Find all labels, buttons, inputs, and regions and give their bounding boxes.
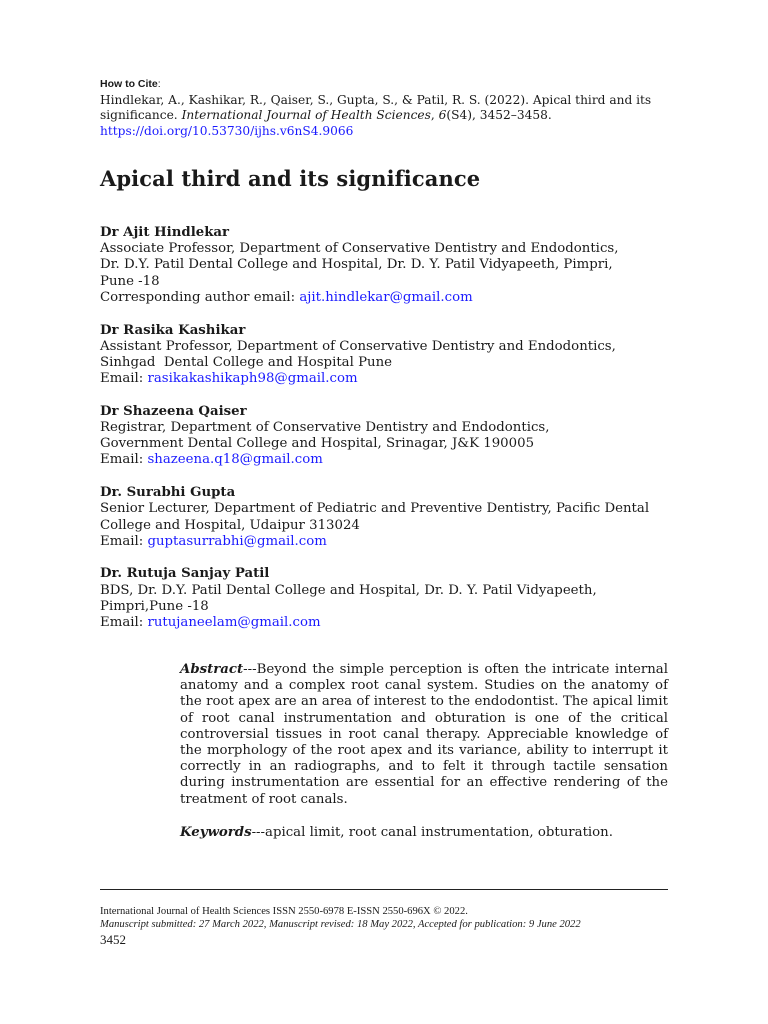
citation-pages: (S4), 3452–3458.	[446, 108, 552, 122]
citation-label-colon: :	[157, 78, 161, 90]
keywords-text: ---apical limit, root canal instrumentation, obturation.	[251, 825, 613, 840]
citation-label	[100, 77, 680, 93]
author-email-link[interactable]: rasikakashikaph98@gmail.com	[147, 371, 358, 387]
author-email-link[interactable]: guptasurrabhi@gmail.com	[147, 533, 327, 549]
email-label: Email:	[100, 371, 148, 387]
author-affiliation-line: College and Hospital, Udaipur 313024	[100, 517, 360, 533]
author-affiliation-line: Government Dental College and Hospital, Srinagar, J&K 190005	[100, 436, 535, 452]
author-name: Dr Ajit Hindlekar	[100, 225, 230, 240]
paper-title: Apical third and its significance	[100, 166, 481, 191]
author-affiliation-line: Associate Professor, Department of Conservative Dentistry and Endodontics,	[100, 241, 619, 257]
author-entry	[100, 485, 700, 550]
author-name: Dr. Surabhi Gupta	[100, 485, 236, 501]
abstract-paragraph	[180, 662, 668, 808]
author-affiliation-line: BDS, Dr. D.Y. Patil Dental College and Hospital, Dr. D. Y. Patil Vidyapeeth,	[100, 582, 597, 598]
author-entry	[100, 566, 700, 631]
author-affiliation-line: Senior Lecturer, Department of Pediatric and Preventive Dentistry, Pacific Dental	[100, 501, 650, 517]
author-email-link[interactable]: rutujaneelam@gmail.com	[147, 615, 321, 631]
author-affiliation-line: Pune -18	[100, 273, 160, 289]
footer-manuscript-dates: Manuscript submitted: 27 March 2022, Manuscript revised: 18 May 2022, Accepted for publication: 9 June 2022	[100, 919, 581, 930]
author-email-line	[100, 615, 700, 631]
author-affiliation-line: Assistant Professor, Department of Conservative Dentistry and Endodontics,	[100, 338, 616, 354]
citation-journal: International Journal of Health Sciences	[181, 108, 431, 122]
author-entry	[100, 404, 700, 469]
author-email-line	[100, 452, 700, 468]
keywords-label: Keywords	[180, 825, 252, 840]
author-list	[100, 225, 700, 648]
author-affiliation-line: Dr. D.Y. Patil Dental College and Hospital, Dr. D. Y. Patil Vidyapeeth, Pimpri,	[100, 257, 613, 273]
citation-volume: 6	[438, 108, 447, 122]
author-email-line	[100, 371, 700, 387]
email-label: Email:	[100, 533, 148, 549]
author-email-line	[100, 534, 700, 550]
author-affiliation-line: Registrar, Department of Conservative Dentistry and Endodontics,	[100, 420, 550, 436]
author-affiliation-line: Pimpri,Pune -18	[100, 598, 209, 614]
email-label: Corresponding author email:	[100, 289, 300, 305]
citation-text	[100, 93, 680, 124]
footer-divider	[100, 889, 668, 890]
page-footer	[100, 905, 700, 931]
citation-block	[100, 77, 680, 139]
author-affiliation-line: Sinhgad Dental College and Hospital Pune	[100, 354, 393, 370]
author-email-line	[100, 290, 700, 306]
author-name: Dr. Rutuja Sanjay Patil	[100, 566, 270, 582]
keywords-paragraph	[180, 825, 668, 841]
citation-label-text: How to Cite	[100, 78, 158, 90]
author-name: Dr Shazeena Qaiser	[100, 403, 247, 419]
page-number: 3452	[100, 932, 126, 947]
author-email-link[interactable]: ajit.hindlekar@gmail.com	[299, 289, 473, 305]
citation-authors-title: Hindlekar, A., Kashikar, R., Qaiser, S., Gupta, S., & Patil, R. S. (2022). Apical third and its significance.	[100, 92, 652, 122]
author-entry	[100, 323, 700, 388]
footer-journal-info: International Journal of Health Sciences ISSN 2550-6978 E-ISSN 2550-696X © 2022.	[100, 906, 468, 917]
email-label: Email:	[100, 615, 148, 631]
abstract-label: Abstract	[180, 662, 244, 677]
abstract-text: ---Beyond the simple perception is often the intricate internal anatomy and a complex root canal system. Studies on the anatomy of the root apex are an area of interest to the endodontist. The apical limit of root canal instrumentation and obturation is one of the critical controversial tissues in root canal therapy. Appreciable knowledge of the morphology of the root apex and its variance, ability to interrupt it correctly in an radiographs, and to felt it through tactile sensation during instrumentation are essential for an effective rendering of the treatment of root canals.	[180, 662, 668, 807]
doi-link[interactable]: https://doi.org/10.53730/ijhs.v6nS4.9066	[100, 123, 354, 138]
author-name: Dr Rasika Kashikar	[100, 322, 246, 338]
author-email-link[interactable]: shazeena.q18@gmail.com	[147, 452, 323, 468]
citation-sep: ,	[430, 108, 439, 122]
email-label: Email:	[100, 452, 148, 468]
author-entry	[100, 225, 700, 306]
